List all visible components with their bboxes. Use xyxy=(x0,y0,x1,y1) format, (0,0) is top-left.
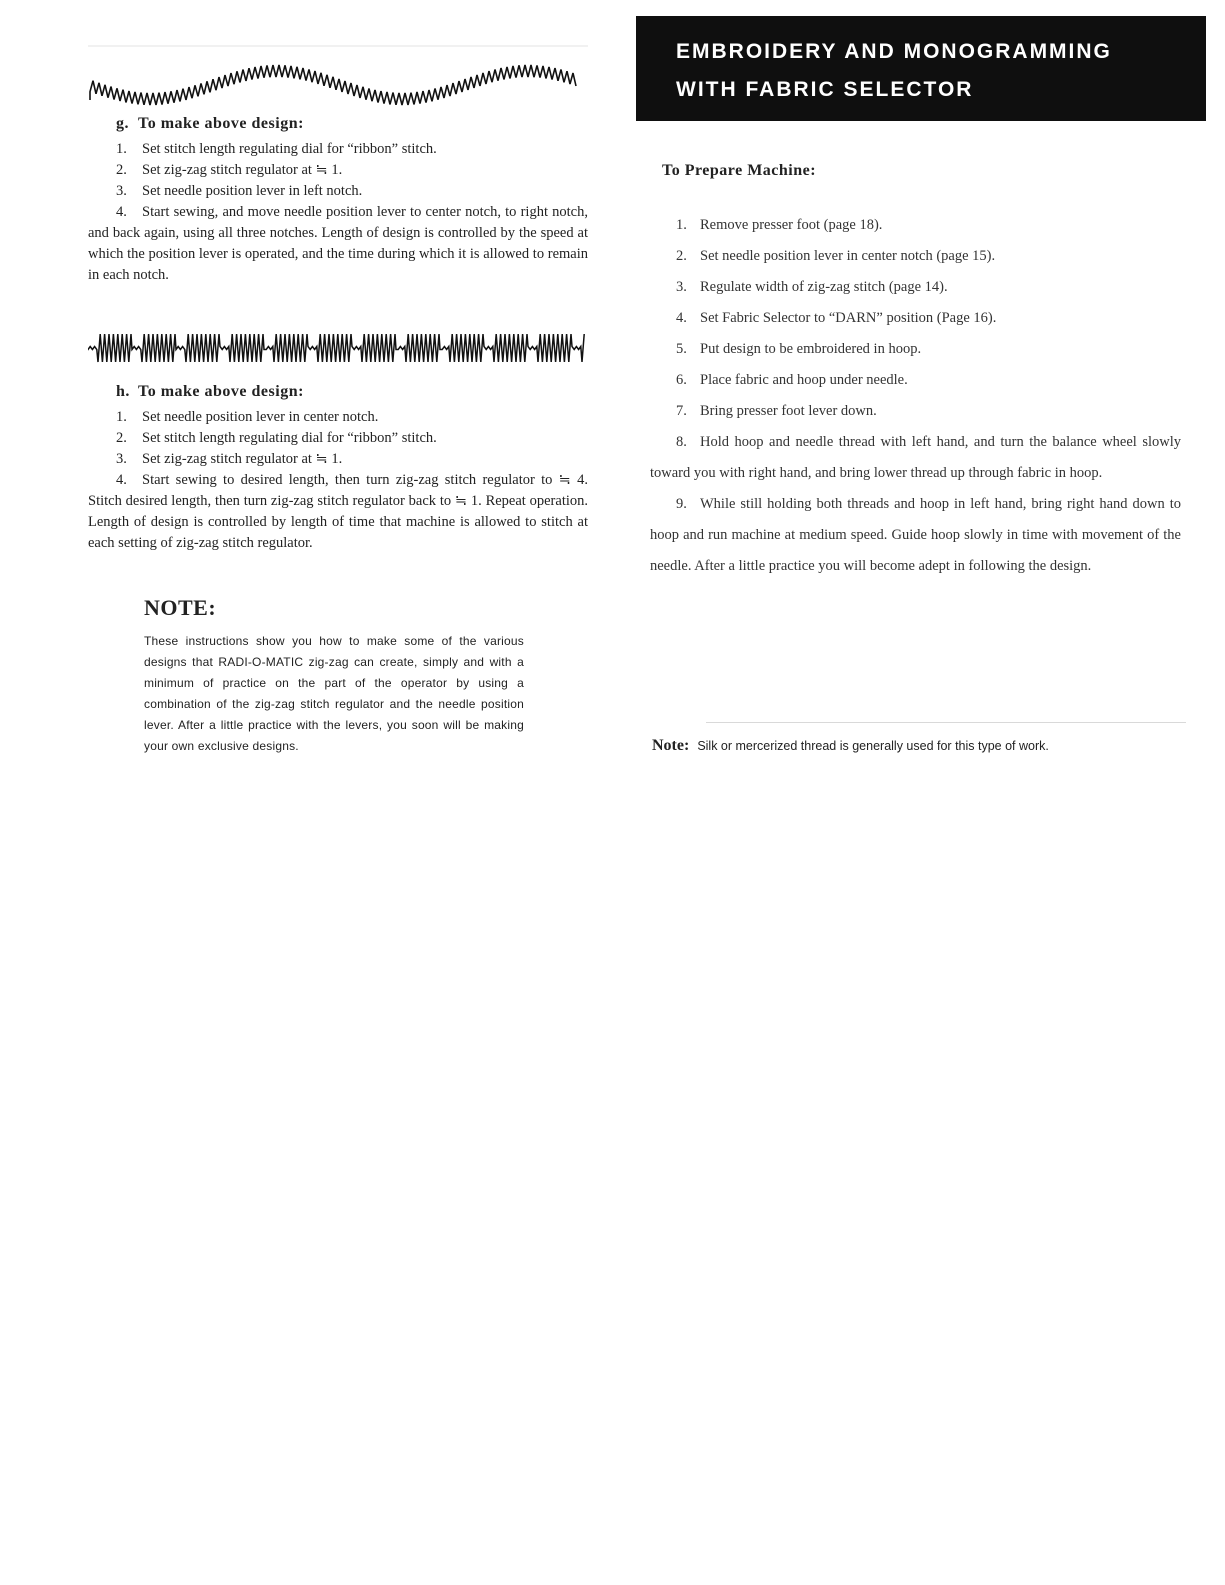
list-item: 4. Start sewing, and move needle position lever to center notch, to right notch, and back again, using all three notches. Length of design is controlled by the speed at which the position lever is operated, and the time during which it is allowed to remain in each notch. xyxy=(88,204,588,283)
prepare-heading: To Prepare Machine: xyxy=(662,162,817,179)
list-item: 2. Set stitch length regulating dial for “ribbon” stitch. xyxy=(116,430,437,446)
zigzag-stitch-sample-h xyxy=(88,328,588,368)
thread-note-text: Silk or mercerized thread is generally used for this type of work. xyxy=(697,739,1049,753)
thread-note-label: Note: xyxy=(652,737,690,754)
list-item: 1. Remove presser foot (page 18). xyxy=(676,217,883,233)
section-h-title: To make above design: xyxy=(138,383,304,400)
list-item: 3. Regulate width of zig-zag stitch (page 14). xyxy=(676,279,948,295)
list-item: 9. While still holding both threads and hoop in left hand, bring right hand down to hoop and run machine at medium speed. Guide hoop slowly in time with movement of the needle. After a little practice you will become adept in following the design. xyxy=(650,496,1181,574)
section-h-letter: h. xyxy=(116,383,130,400)
list-item: 4. Set Fabric Selector to “DARN” position (Page 16). xyxy=(676,310,997,326)
list-item: 4. Start sewing to desired length, then turn zig-zag stitch regulator to ≒ 4. Stitch desired length, then turn zig-zag stitch regulator back to ≒ 1. Repeat operation. Length of design is controlled by length of time that machine is allowed to stitch at each setting of zig-zag stitch regulator. xyxy=(88,472,588,551)
list-item: 1. Set stitch length regulating dial for “ribbon” stitch. xyxy=(116,141,437,157)
note-text: These instructions show you how to make some of the various designs that RADI-O-MATIC zig-zag can create, simply and with a minimum of practice on the part of the operator by using a combination of the zig-zag stitch regulator and the needle position lever. After a little practice with the levers, you soon will be making your own exclusive designs. xyxy=(144,634,524,753)
list-item: 1. Set needle position lever in center notch. xyxy=(116,409,379,425)
banner-title-line2: WITH FABRIC SELECTOR xyxy=(676,78,974,101)
banner-title-line1: EMBROIDERY AND MONOGRAMMING xyxy=(676,40,1112,63)
ribbon-stitch-sample-g xyxy=(88,40,588,110)
note-box xyxy=(144,595,524,757)
list-item: 3. Set needle position lever in left notch. xyxy=(116,183,363,199)
section-h-heading xyxy=(116,383,588,401)
list-item: 2. Set zig-zag stitch regulator at ≒ 1. xyxy=(116,162,343,178)
section-banner xyxy=(636,16,1206,121)
list-item: 7. Bring presser foot lever down. xyxy=(676,403,877,419)
list-item: 5. Put design to be embroidered in hoop. xyxy=(676,341,922,357)
section-g-letter: g. xyxy=(116,115,129,132)
list-item: 8. Hold hoop and needle thread with left hand, and turn the balance wheel slowly toward you with right hand, and bring lower thread up through fabric in hoop. xyxy=(650,434,1181,481)
thread-note xyxy=(652,737,1182,755)
section-h-steps xyxy=(88,407,588,554)
prepare-steps xyxy=(650,210,1181,582)
section-g-heading xyxy=(116,115,588,133)
left-column xyxy=(88,40,598,551)
note-title: NOTE: xyxy=(144,595,217,620)
section-g-title: To make above design: xyxy=(138,115,304,132)
list-item: 3. Set zig-zag stitch regulator at ≒ 1. xyxy=(116,451,343,467)
list-item: 6. Place fabric and hoop under needle. xyxy=(676,372,908,388)
section-g-steps xyxy=(88,139,588,286)
list-item: 2. Set needle position lever in center notch (page 15). xyxy=(676,248,996,264)
